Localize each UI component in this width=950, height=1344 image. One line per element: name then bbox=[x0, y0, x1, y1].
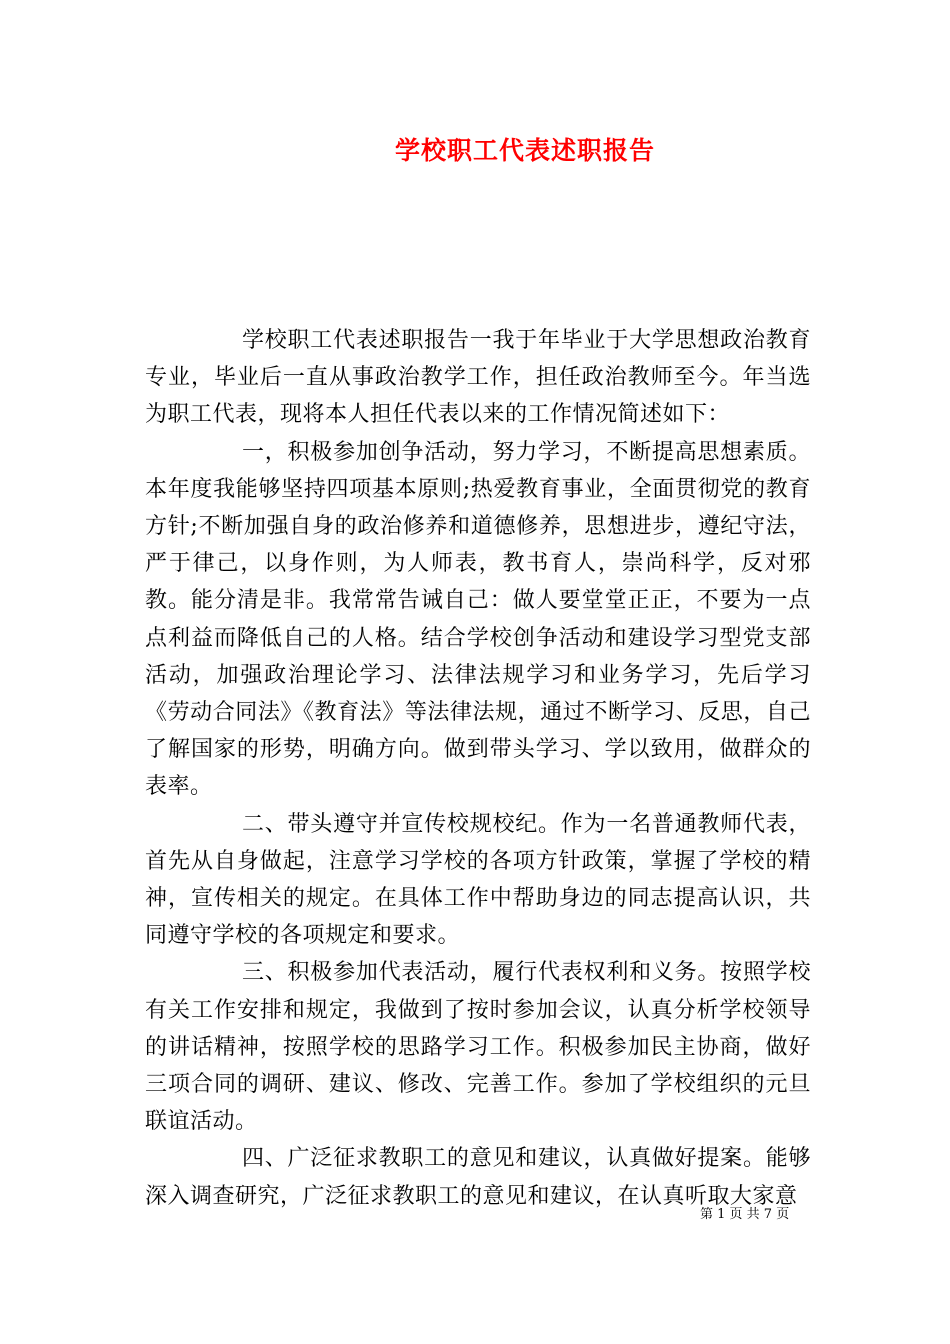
page-number-footer: 第 1 页 共 7 页 bbox=[700, 1207, 790, 1222]
paragraph-section-4: 四、广泛征求教职工的意见和建议，认真做好提案。能够深入调查研究，广泛征求教职工的意见和建议，在认真听取大家意 bbox=[145, 1146, 811, 1209]
paragraph-section-1: 一，积极参加创争活动，努力学习，不断提高思想素质。本年度我能够坚持四项基本原则;热爱教育事业，全面贯彻党的教育方针;不断加强自身的政治修养和道德修养，思想进步，遵纪守法，严于律己，以身作则，为人师表，教书育人，崇尚科学，反对邪教。能分清是非。我常常告诫自己：做人要堂堂正正，不要为一点点利益而降低自己的人格。结合学校创争活动和建设学习型党支部活动，加强政治理论学习、法律法规学习和业务学习，先后学习《劳动合同法》《教育法》等法律法规，通过不断学习、反思，自己了解国家的形势，明确方向。做到带头学习、学以致用，做群众的表率。 bbox=[145, 439, 811, 800]
paragraph-section-3: 三、积极参加代表活动，履行代表权利和义务。按照学校有关工作安排和规定，我做到了按时参加会议，认真分析学校领导的讲话精神，按照学校的思路学习工作。积极参加民主协商，做好三项合同的调研、建议、修改、完善工作。参加了学校组织的元旦联谊活动。 bbox=[145, 960, 811, 1135]
paragraph-section-2: 二、带头遵守并宣传校规校纪。作为一名普通教师代表，首先从自身做起，注意学习学校的各项方针政策，掌握了学校的精神，宣传相关的规定。在具体工作中帮助身边的同志提高认识，共同遵守学校的各项规定和要求。 bbox=[145, 811, 811, 949]
document-body bbox=[145, 322, 811, 1215]
paragraph-intro: 学校职工代表述职报告一我于年毕业于大学思想政治教育专业，毕业后一直从事政治教学工作，担任政治教师至今。年当选为职工代表，现将本人担任代表以来的工作情况简述如下： bbox=[145, 328, 811, 428]
document-title: 学校职工代表述职报告 bbox=[394, 136, 655, 165]
